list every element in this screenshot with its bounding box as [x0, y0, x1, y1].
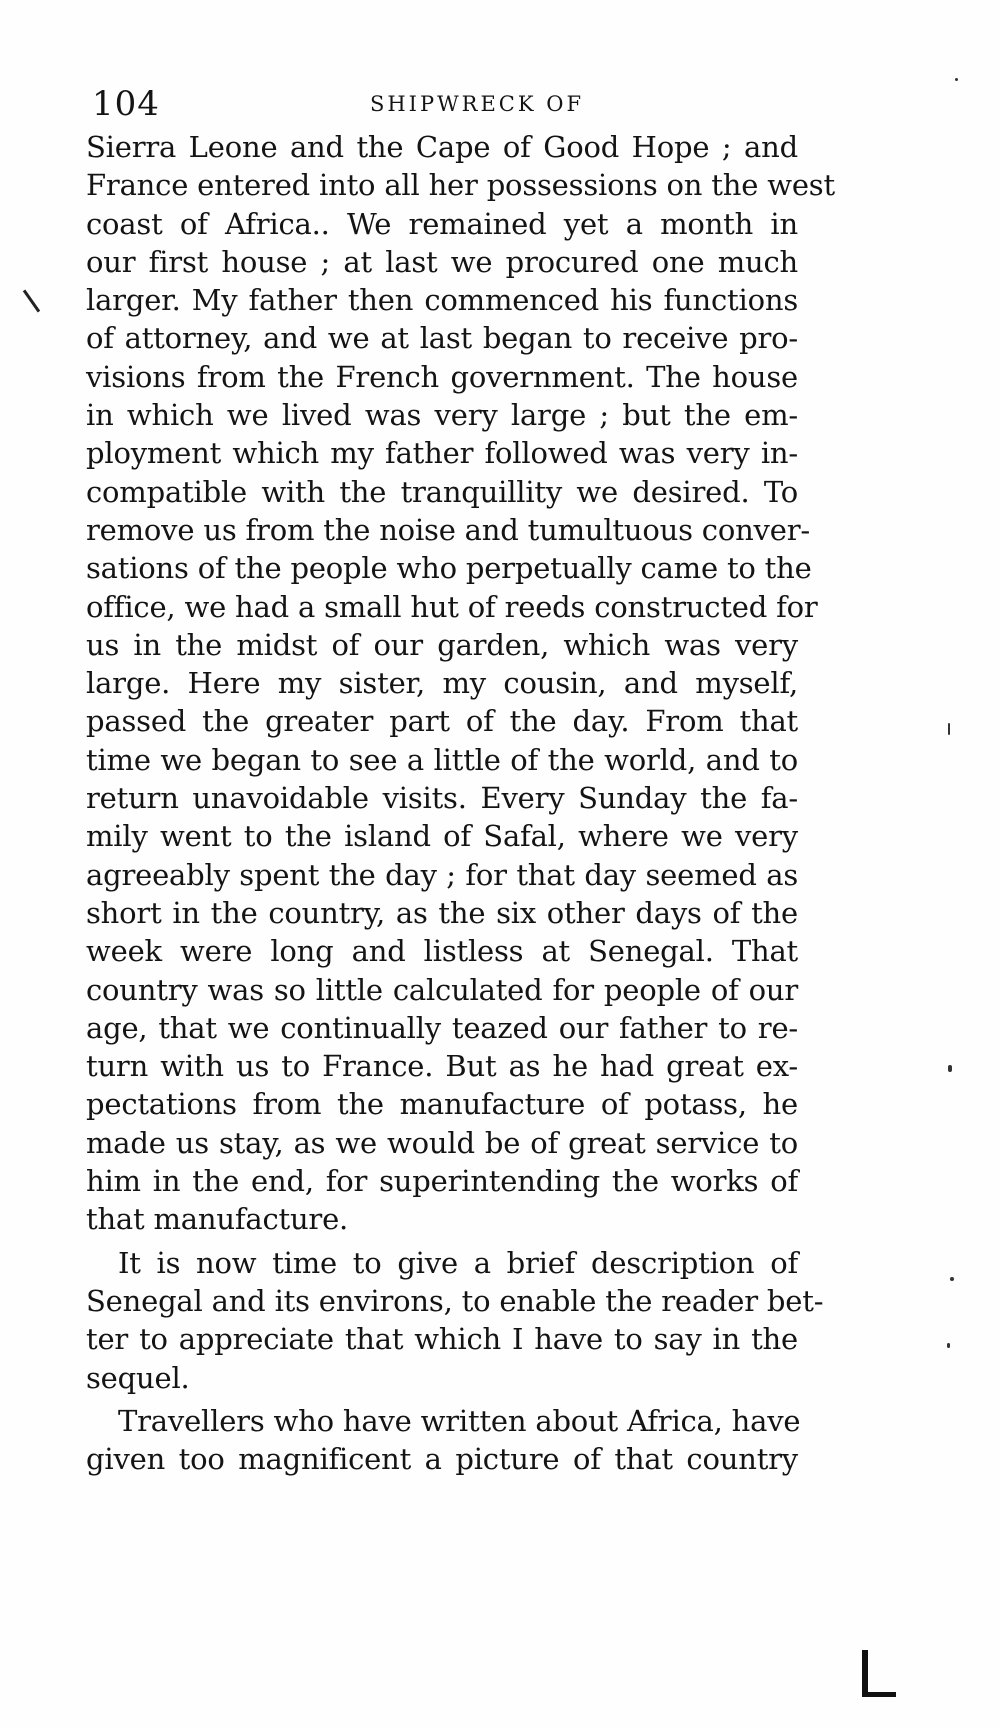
text-line: return unavoidable visits. Every Sunday the fa- [86, 781, 798, 816]
text-line: visions from the French government. The house [86, 359, 798, 394]
running-title: SHIPWRECK OF [369, 92, 585, 116]
speck-mark [955, 78, 958, 81]
text-line: him in the end, for superintending the works of [86, 1164, 798, 1199]
body-text [86, 128, 835, 1478]
text-line: Sierra Leone and the Cape of Good Hope ; and [86, 130, 798, 164]
text-line: us in the midst of our garden, which was very [86, 627, 798, 662]
text-line: turn with us to France. But as he had great ex- [86, 1049, 798, 1084]
speck-mark [950, 1277, 954, 1281]
text-line: Travellers who have written about Africa, have [118, 1403, 801, 1438]
text-line: ployment which my father followed was very in- [86, 436, 798, 471]
text-line: country was so little calculated for people of our [86, 972, 798, 1007]
corner-bracket-mark [862, 1650, 896, 1697]
running-head [92, 84, 862, 124]
text-line: mily went to the island of Safal, where we very [86, 819, 798, 854]
text-line: week were long and listless at Senegal. That [86, 934, 798, 969]
text-line: compatible with the tranquillity we desired. To [86, 474, 798, 509]
speck-mark [948, 723, 950, 735]
text-line: made us stay, as we would be of great service to [86, 1125, 798, 1160]
text-line: sations of the people who perpetually came to the [86, 551, 812, 586]
text-line: time we began to see a little of the world, and to [86, 742, 798, 777]
text-line: that manufacture. [86, 1202, 349, 1237]
text-line: sequel. [86, 1360, 190, 1395]
text-line: agreeably spent the day ; for that day seemed as [86, 857, 798, 892]
text-line: ter to appreciate that which I have to say in the [86, 1322, 798, 1357]
text-line: short in the country, as the six other days of the [86, 895, 798, 930]
text-line: our first house ; at last we procured one much [86, 244, 798, 279]
text-line: of attorney, and we at last began to receive pro- [86, 321, 798, 356]
text-line: remove us from the noise and tumultuous conver- [86, 512, 810, 547]
text-line: pectations from the manufacture of potass, he [86, 1087, 798, 1122]
text-line: large. Here my sister, my cousin, and myself, [86, 666, 798, 701]
speck-mark [948, 1065, 952, 1072]
page-number: 104 [92, 84, 160, 124]
text-line: larger. My father then commenced his functions [86, 283, 798, 318]
text-line: coast of Africa.. We remained yet a month in [86, 206, 798, 241]
text-line: office, we had a small hut of reeds constructed for [86, 589, 818, 624]
text-line: given too magnificent a picture of that country [86, 1442, 798, 1477]
text-line: in which we lived was very large ; but the em- [86, 398, 798, 433]
text-line: France entered into all her possessions on the west [86, 168, 835, 203]
text-line: It is now time to give a brief description of [118, 1245, 798, 1280]
speck-mark [947, 1343, 950, 1348]
text-line: age, that we continually teazed our father to re- [86, 1010, 798, 1045]
text-line: Senegal and its environs, to enable the reader bet- [86, 1283, 824, 1318]
margin-tick-mark [23, 289, 40, 312]
text-line: passed the greater part of the day. From that [86, 704, 798, 739]
